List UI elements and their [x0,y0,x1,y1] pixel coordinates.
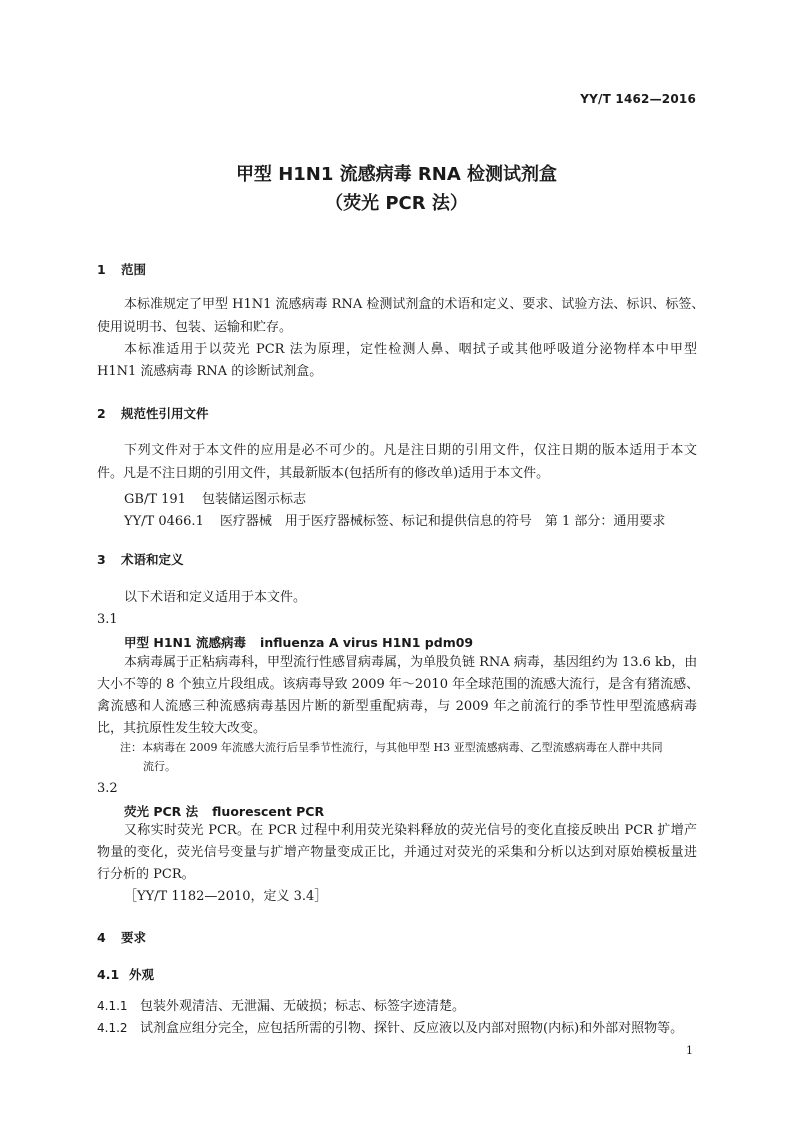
requirement-item [97,998,697,1015]
document-subtitle: （荧光 PCR 法） [325,193,468,214]
reference-title: 医疗器械 用于医疗器械标签、标记和提供信息的符号 第 1 部分：通用要求 [219,514,666,529]
section-number: 4 [97,930,106,945]
term-english: fluorescent PCR [212,804,325,819]
reference-title: 包装储运图示标志 [201,492,306,507]
term-heading [124,802,324,820]
reference-code: GB/T 191 [124,492,186,507]
paragraph-line: 又称实时荧光 PCR。在 PCR 过程中利用荧光染料释放的荧光信号的变化直接反映出 PCR 扩增产 [124,823,697,838]
paragraph-line: 以下术语和定义适用于本文件。 [124,590,307,605]
normative-reference [124,488,306,507]
document-title: 甲型 H1N1 流感病毒 RNA 检测试剂盒 [235,164,558,185]
item-text: 试剂盒应组分完全，应包括所需的引物、探针、反应液以及内部对照物(内标)和外部对照物等。 [140,1021,684,1036]
section-heading-1 [97,260,146,278]
section-title: 规范性引用文件 [121,406,209,421]
subsection-number: 4.1 [97,967,120,982]
paragraph-line: 使用说明书、包装、运输和贮存。 [97,320,293,335]
paragraph-line: 大小不等的 8 个独立片段组成。该病毒导致 2009 年～2010 年全球范围的流感大流行，是含有猪流感、 [97,677,700,692]
paragraph-line: 行分析的 PCR。 [97,867,195,882]
paragraph-line: 本标准规定了甲型 H1N1 流感病毒 RNA 检测试剂盒的术语和定义、要求、试验方法、标识、标签、 [124,297,705,312]
normative-reference [124,510,665,529]
paragraph-line: 物量的变化，荧光信号变量与扩增产物量变成正比，并通过对荧光的采集和分析以达到对原始模板量进 [97,845,697,860]
paragraph-line: 禽流感和人流感三种流感病毒基因片断的新型重配病毒，与 2009 年之前流行的季节性甲型流感病毒 [97,699,697,714]
section-heading-4 [97,928,146,946]
paragraph-line: 比，其抗原性发生较大改变。 [97,721,267,736]
paragraph-line: 本标准适用于以荧光 PCR 法为原理，定性检测人鼻、咽拭子或其他呼吸道分泌物样本中甲型 [124,342,697,357]
term-chinese: 荧光 PCR 法 [124,804,199,819]
requirement-item [97,1020,697,1037]
section-heading-2 [97,404,209,422]
subsection-title: 外观 [129,967,155,982]
term-source: ［YY/T 1182—2010，定义 3.4］ [124,889,328,904]
term-chinese: 甲型 H1N1 流感病毒 [124,635,247,650]
paragraph-line: H1N1 流感病毒 RNA 的诊断试剂盒。 [97,364,323,379]
term-number: 3.2 [97,781,118,796]
paragraph-line: 本病毒属于正粘病毒科，甲型流行性感冒病毒属，为单股负链 RNA 病毒，基因组约为 13.6 kb，由 [124,655,698,670]
section-title: 要求 [121,930,147,945]
section-title: 范围 [121,262,147,277]
standard-number: YY/T 1462—2016 [580,92,696,106]
item-text: 包装外观清洁、无泄漏、无破损；标志、标签字迹清楚。 [140,999,466,1014]
paragraph-line: 件。凡是不注日期的引用文件，其最新版本(包括所有的修改单)适用于本文件。 [97,466,550,481]
section-heading-3 [97,550,184,568]
section-number: 3 [97,552,106,567]
note-line: 流行。 [143,760,176,773]
term-english: influenza A virus H1N1 pdm09 [260,635,474,650]
section-title: 术语和定义 [121,552,184,567]
section-number: 2 [97,406,106,421]
page-number: 1 [686,1044,693,1057]
reference-code: YY/T 0466.1 [124,514,204,529]
subsection-heading-4-1 [97,965,154,983]
term-number: 3.1 [97,612,118,627]
section-number: 1 [97,262,106,277]
paragraph-line: 下列文件对于本文件的应用是必不可少的。凡是注日期的引用文件，仅注日期的版本适用于本文 [124,443,697,458]
term-heading [124,633,473,651]
note-line: 注：本病毒在 2009 年流感大流行后呈季节性流行，与其他甲型 H3 亚型流感病毒、乙型流感病毒在人群中共同 [120,741,663,754]
item-number: 4.1.1 [97,999,128,1013]
item-number: 4.1.2 [97,1021,128,1035]
